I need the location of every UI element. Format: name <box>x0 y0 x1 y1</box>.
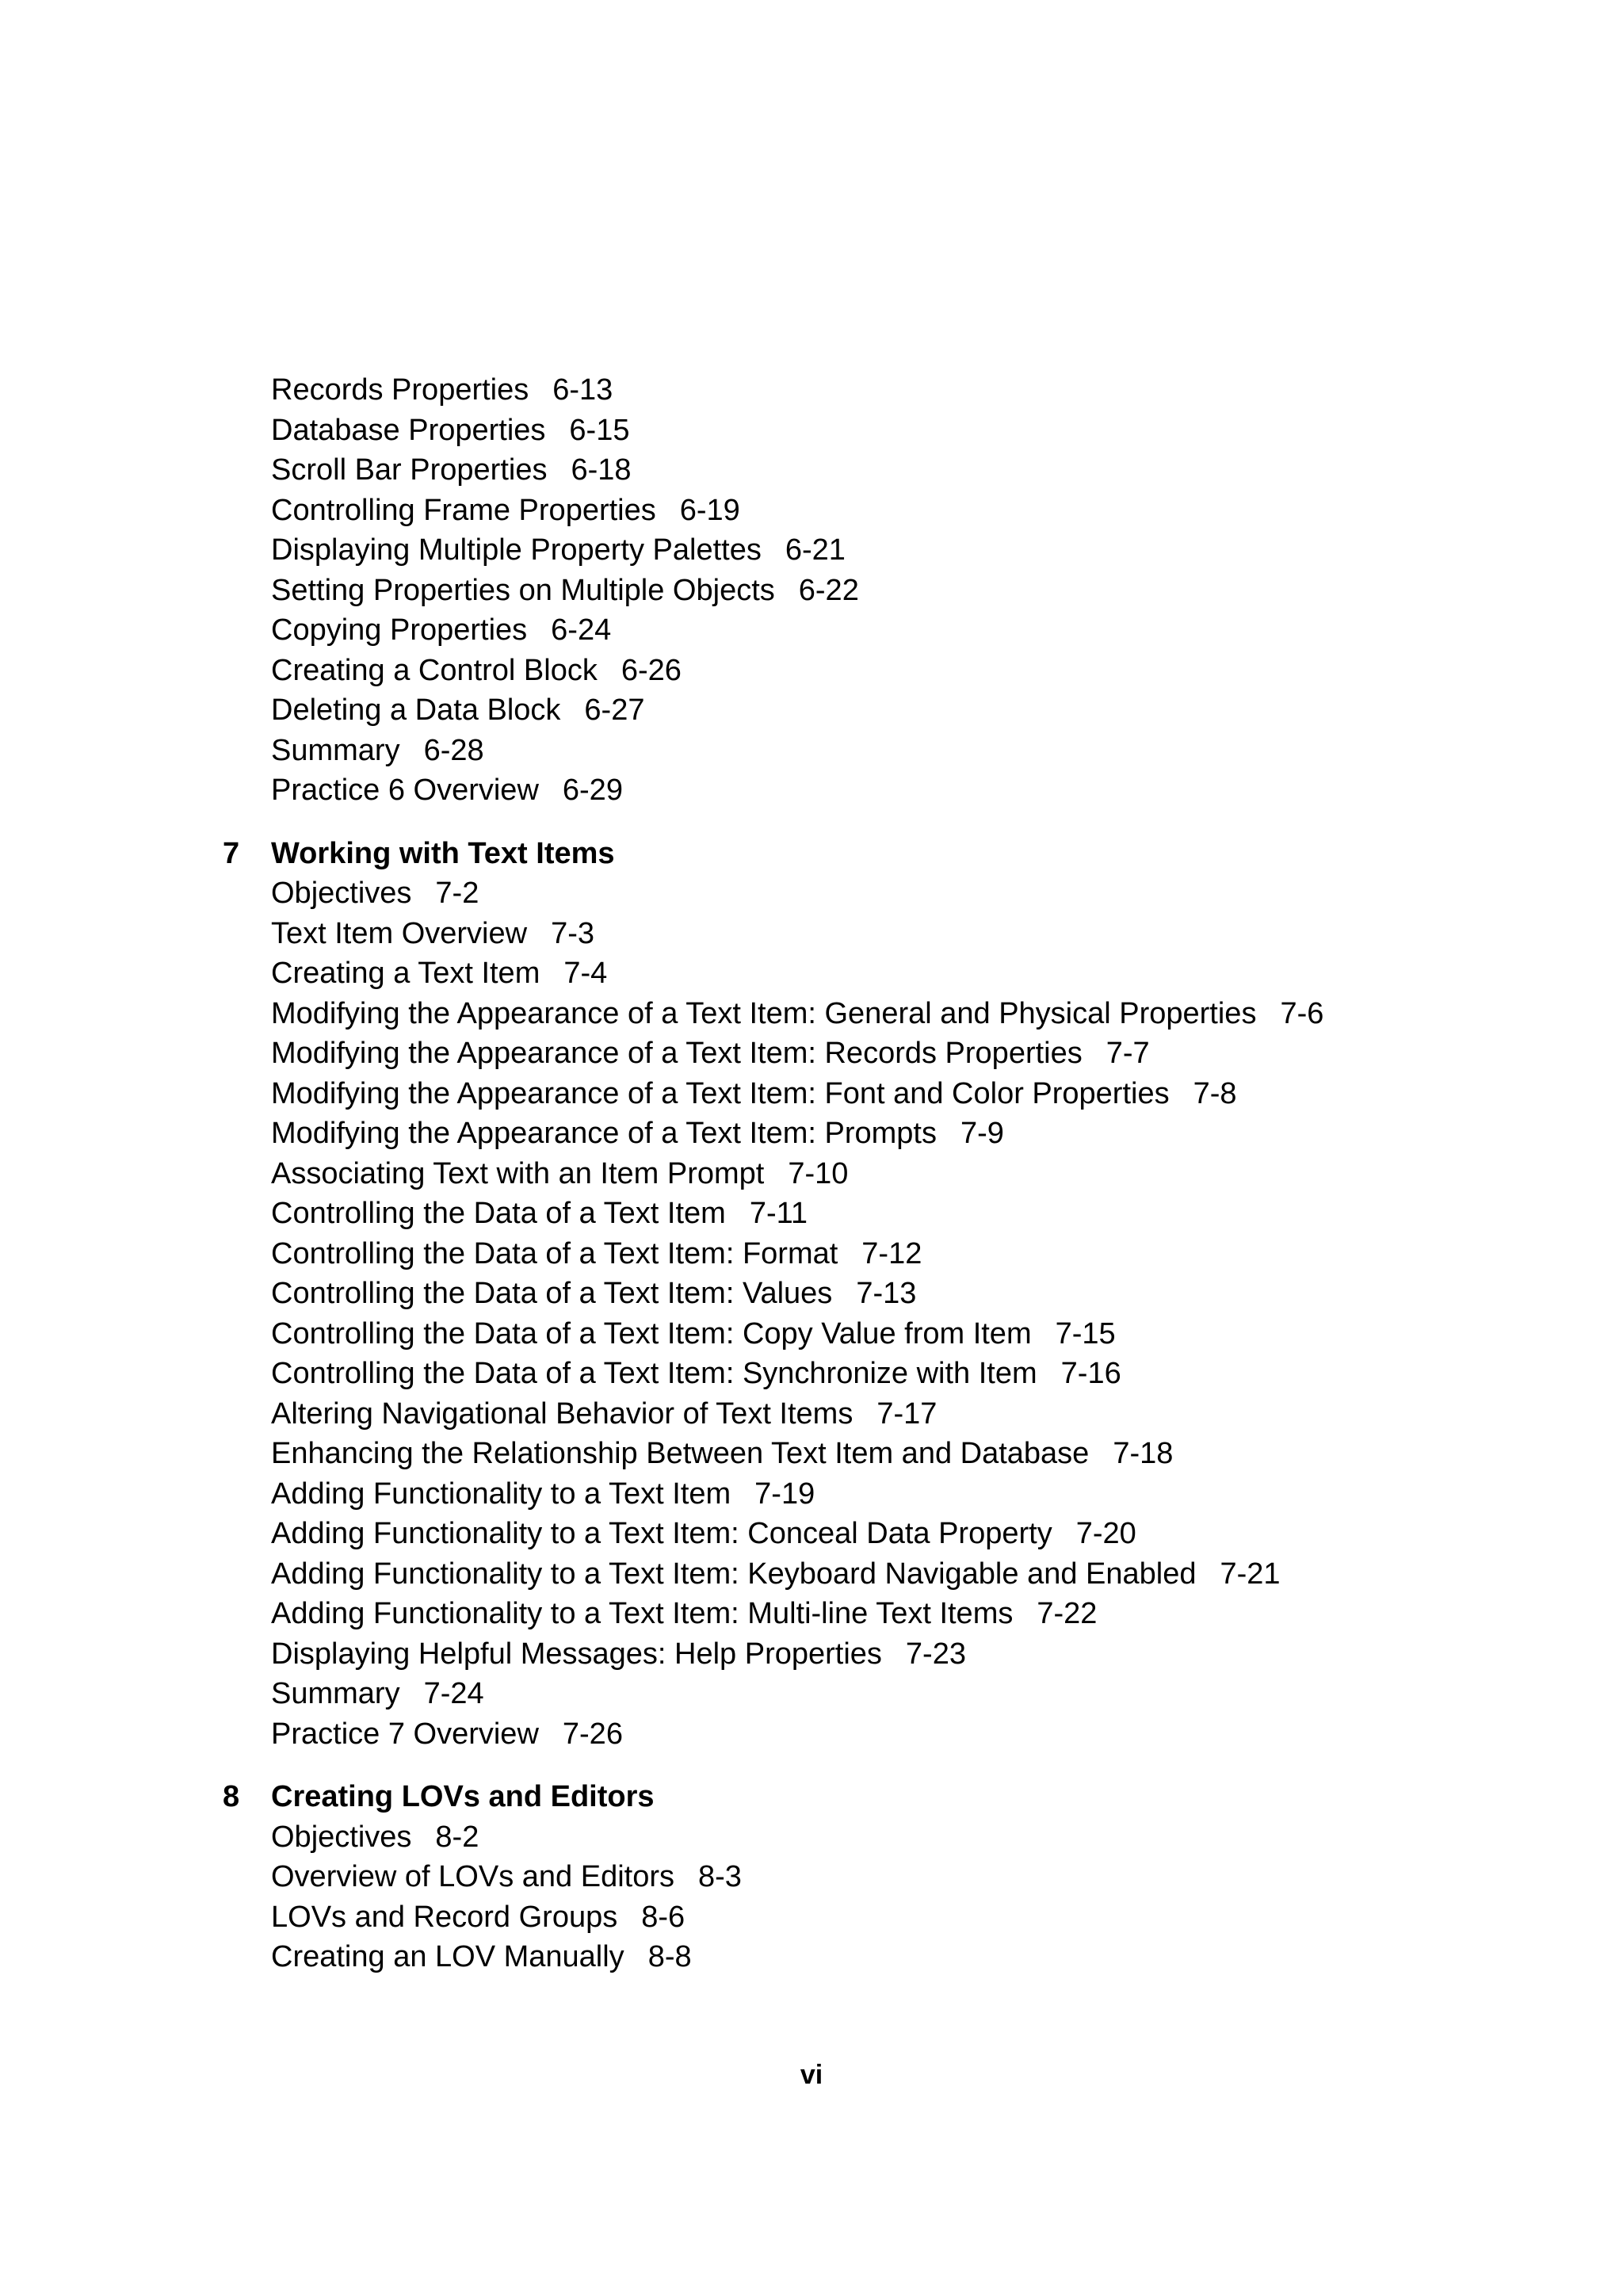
toc-entry-title: Altering Navigational Behavior of Text Items <box>271 1396 854 1431</box>
toc-entry-title: Objectives <box>271 877 412 910</box>
toc-entry-page: 7-13 <box>856 1277 917 1310</box>
toc-entry <box>0 690 1623 731</box>
toc-entry-page: 7-10 <box>788 1156 849 1190</box>
toc-entry-page: 7-23 <box>905 1637 966 1671</box>
toc-entry-page: 6-28 <box>423 733 484 767</box>
toc-entry-title: Controlling the Data of a Text Item: Format <box>271 1236 838 1270</box>
toc-entry <box>0 491 1623 531</box>
toc-entry-title: Practice 7 Overview <box>271 1717 539 1751</box>
toc-entry-page: 6-18 <box>571 453 632 487</box>
toc-entry <box>0 1234 1623 1274</box>
toc-entry <box>0 1434 1623 1474</box>
chapter-heading <box>0 1777 1623 1817</box>
toc-entry-page: 7-15 <box>1055 1316 1116 1350</box>
toc-entry-title: Creating an LOV Manually <box>271 1940 624 1973</box>
toc-entry <box>0 1194 1623 1234</box>
toc-entry <box>0 1554 1623 1595</box>
toc-entry-page: 7-24 <box>423 1677 484 1710</box>
toc-entry-page: 7-19 <box>754 1477 815 1511</box>
toc-entry-page: 6-27 <box>584 693 645 727</box>
toc-entry-title: Modifying the Appearance of a Text Item: Prompts <box>271 1117 937 1150</box>
toc-entry-page: 7-2 <box>435 877 479 910</box>
toc-entry <box>0 953 1623 994</box>
toc-entry-title: Objectives <box>271 1820 412 1854</box>
toc-entry-title: Records Properties <box>271 373 529 407</box>
toc-entry-page: 8-3 <box>698 1860 742 1893</box>
toc-entry-page: 8-2 <box>435 1820 479 1854</box>
toc-entry-title: Text Item Overview <box>271 916 528 950</box>
toc-entry-page: 6-22 <box>798 573 859 607</box>
toc-entry-page: 7-9 <box>960 1117 1004 1150</box>
toc-entry <box>0 450 1623 491</box>
toc-entry <box>0 1314 1623 1354</box>
toc-entry <box>0 1857 1623 1897</box>
toc-entry <box>0 1817 1623 1858</box>
toc-entry-title: Modifying the Appearance of a Text Item: Font and Color Properties <box>271 1076 1170 1110</box>
toc-entry-title: Summary <box>271 733 400 767</box>
toc-entry-page: 7-18 <box>1113 1437 1174 1470</box>
toc-entry-title: Practice 6 Overview <box>271 774 539 807</box>
toc-entry-title: Copying Properties <box>271 613 528 647</box>
toc-entry <box>0 370 1623 411</box>
toc-entry <box>0 873 1623 914</box>
toc-entry-page: 6-13 <box>552 373 613 407</box>
toc-entry <box>0 530 1623 571</box>
toc-entry <box>0 1114 1623 1154</box>
table-of-contents <box>0 370 1623 1977</box>
toc-entry-page: 6-29 <box>562 774 623 807</box>
toc-entry <box>0 1474 1623 1515</box>
toc-entry-title: Controlling the Data of a Text Item: Copy Value from Item <box>271 1316 1032 1350</box>
toc-entry-title: Setting Properties on Multiple Objects <box>271 573 775 607</box>
toc-entry-title: Summary <box>271 1677 400 1710</box>
toc-entry-page: 7-11 <box>749 1197 808 1230</box>
page-number: vi <box>800 2060 823 2090</box>
toc-entry-page: 7-16 <box>1060 1357 1121 1390</box>
toc-entry <box>0 1354 1623 1394</box>
toc-entry <box>0 1937 1623 1977</box>
toc-entry-page: 6-19 <box>679 493 740 527</box>
toc-entry <box>0 1514 1623 1554</box>
toc-entry <box>0 1154 1623 1194</box>
toc-entry-title: Adding Functionality to a Text Item: Multi-line Text Items <box>271 1597 1014 1630</box>
toc-entry <box>0 651 1623 691</box>
toc-entry-title: Displaying Multiple Property Palettes <box>271 533 762 567</box>
toc-entry-page: 7-7 <box>1106 1037 1150 1070</box>
toc-entry-title: Enhancing the Relationship Between Text Item and Database <box>271 1437 1090 1470</box>
toc-entry-page: 7-17 <box>876 1396 938 1431</box>
toc-entry-title: Adding Functionality to a Text Item: Keyboard Navigable and Enabled <box>271 1557 1197 1591</box>
toc-entry-page: 7-6 <box>1280 996 1324 1030</box>
toc-entry-page: 7-21 <box>1220 1557 1281 1591</box>
toc-entry <box>0 770 1623 811</box>
toc-entry-page: 7-26 <box>562 1717 623 1751</box>
chapter-heading <box>0 834 1623 874</box>
toc-entry <box>0 1074 1623 1114</box>
toc-entry <box>0 914 1623 954</box>
chapter-number: 7 <box>223 836 240 870</box>
toc-entry-title: Creating a Text Item <box>271 957 540 990</box>
toc-entry-page: 6-15 <box>569 413 630 447</box>
toc-entry-page: 7-8 <box>1193 1076 1237 1110</box>
toc-entry-title: Adding Functionality to a Text Item <box>271 1477 731 1511</box>
toc-entry-page: 7-4 <box>563 957 608 990</box>
toc-entry-page: 8-8 <box>647 1940 692 1973</box>
toc-entry-page: 7-3 <box>551 916 594 950</box>
toc-entry-title: Modifying the Appearance of a Text Item: General and Physical Properties <box>271 996 1257 1030</box>
toc-entry-page: 6-24 <box>551 613 612 647</box>
toc-entry-page: 7-20 <box>1075 1517 1136 1550</box>
toc-entry <box>0 1714 1623 1755</box>
toc-entry <box>0 411 1623 451</box>
toc-entry-title: Deleting a Data Block <box>271 693 561 727</box>
toc-entry-title: Modifying the Appearance of a Text Item: Records Properties <box>271 1037 1083 1070</box>
toc-entry <box>0 571 1623 611</box>
toc-entry-title: Creating a Control Block <box>271 653 598 687</box>
toc-entry <box>0 1274 1623 1314</box>
toc-entry-page: 6-21 <box>785 533 846 567</box>
toc-entry-title: Overview of LOVs and Editors <box>271 1860 674 1893</box>
toc-entry-page: 7-12 <box>861 1236 922 1270</box>
toc-entry-title: LOVs and Record Groups <box>271 1900 618 1934</box>
toc-entry <box>0 1033 1623 1074</box>
toc-entry <box>0 1634 1623 1675</box>
toc-entry <box>0 1674 1623 1714</box>
toc-entry <box>0 731 1623 771</box>
chapter-number: 8 <box>223 1780 240 1813</box>
toc-entry-title: Controlling the Data of a Text Item <box>271 1197 726 1230</box>
toc-entry <box>0 994 1623 1034</box>
toc-entry <box>0 1594 1623 1634</box>
chapter-title: Creating LOVs and Editors <box>271 1780 655 1813</box>
toc-entry <box>0 1394 1623 1435</box>
toc-entry <box>0 610 1623 651</box>
toc-entry-page: 6-26 <box>621 653 682 687</box>
toc-entry-page: 7-22 <box>1037 1597 1098 1630</box>
toc-entry-title: Controlling the Data of a Text Item: Synchronize with Item <box>271 1357 1037 1390</box>
toc-entry-title: Scroll Bar Properties <box>271 453 548 487</box>
toc-entry-title: Displaying Helpful Messages: Help Properties <box>271 1637 882 1671</box>
toc-entry-page: 8-6 <box>641 1900 685 1934</box>
toc-entry-title: Associating Text with an Item Prompt <box>271 1156 765 1190</box>
toc-entry-title: Controlling the Data of a Text Item: Values <box>271 1277 833 1310</box>
toc-entry-title: Controlling Frame Properties <box>271 493 656 527</box>
toc-entry-title: Adding Functionality to a Text Item: Conceal Data Property <box>271 1517 1052 1550</box>
toc-entry-title: Database Properties <box>271 413 546 447</box>
chapter-title: Working with Text Items <box>271 836 615 870</box>
toc-entry <box>0 1897 1623 1938</box>
